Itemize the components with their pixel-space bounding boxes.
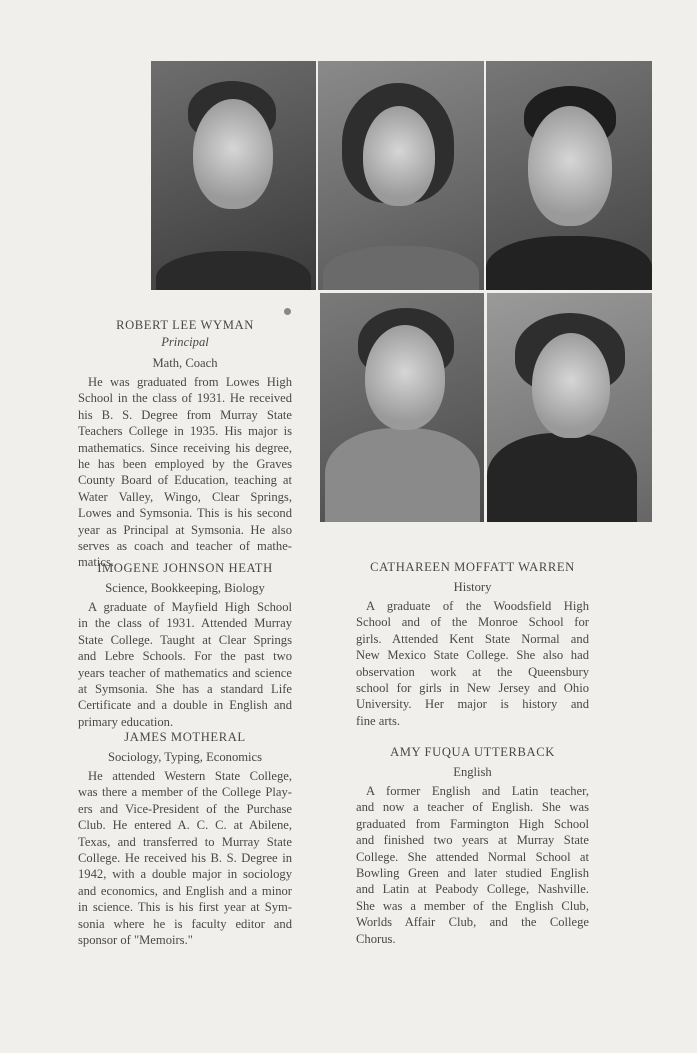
bio-line: He attended Western State College, <box>88 769 292 783</box>
bio-line: and Latin at Peabody College, Nashville. <box>356 882 589 897</box>
portrait-body <box>325 428 480 522</box>
bio-line: He was graduated from Lowes High <box>88 375 292 389</box>
bio-line: Lowes and Symsonia. This is his second <box>78 506 292 521</box>
portrait-face <box>363 106 435 206</box>
teacher-bio <box>356 783 589 947</box>
photo-robert-lee-wyman <box>151 61 316 290</box>
portrait-face <box>528 106 612 226</box>
teacher-subjects: Science, Bookkeeping, Biology <box>105 581 265 595</box>
bio-line: in science. This is his first year at Sym- <box>78 900 292 915</box>
teacher-subjects: Sociology, Typing, Economics <box>107 750 263 764</box>
bio-imogene-johnson-heath <box>78 561 292 730</box>
bio-line: ers and Vice-President of the Purchase <box>78 801 292 816</box>
photo-amy-fuqua-utterback <box>487 293 652 522</box>
portrait-body <box>487 433 637 522</box>
bio-line: A graduate of Mayfield High School <box>88 600 292 614</box>
portrait-body <box>156 251 311 290</box>
bio-line: Texas, and transferred to Murray State <box>78 834 292 849</box>
bio-line: and now a teacher of English. She was <box>356 800 589 815</box>
teacher-bio <box>78 599 292 730</box>
bio-line: College. She attended Normal School at <box>356 849 589 864</box>
teacher-bio <box>78 768 292 948</box>
bio-line: School in the class of 1931. He received <box>78 391 292 406</box>
teacher-name: IMOGENE JOHNSON HEATH <box>97 561 273 575</box>
teacher-subjects: History <box>453 580 492 594</box>
portrait-body <box>486 236 652 290</box>
bio-line: in the class of 1931. Attended Murray <box>78 616 292 631</box>
bio-line: University. Her major is history and <box>356 697 589 712</box>
bio-line: County Board of Education, teaching at <box>78 473 292 488</box>
bio-line: 1942, with a double major in sociology <box>78 867 292 882</box>
bio-line: Teachers College in 1935. His major is <box>78 424 292 439</box>
bio-line: at Symsonia. She has a standard Life <box>78 681 292 696</box>
bio-line: sonia where he is faculty editor and <box>78 916 292 931</box>
bio-line: Worlds Affair Club, and the College <box>356 915 589 930</box>
bio-line: Bowling Green and later studied English <box>356 865 589 880</box>
bio-line: years teacher of mathematics and science <box>78 665 292 680</box>
print-speck <box>284 308 291 315</box>
bio-line: School and of the Monroe School for <box>356 615 589 630</box>
bio-line: and Lebre Schools. For the past two <box>78 649 292 664</box>
bio-line: serves as coach and teacher of mathe- <box>78 538 292 553</box>
bio-line: girls. Attended Kent State Normal and <box>356 631 589 646</box>
bio-robert-lee-wyman <box>78 318 292 571</box>
teacher-subjects: English <box>453 765 492 779</box>
bio-line: sponsor of "Memoirs." <box>78 932 193 947</box>
teacher-name: JAMES MOTHERAL <box>124 730 246 744</box>
portrait-face <box>365 325 445 430</box>
bio-line: Club. He entered A. C. C. at Abilene, <box>78 818 292 833</box>
bio-line: he has been employed by the Graves <box>78 456 292 471</box>
bio-line: was there a member of the College Play- <box>78 785 292 800</box>
bio-james-motheral <box>78 730 292 948</box>
photo-cathareen-moffatt-warren <box>320 293 484 522</box>
bio-line: She was a member of the English Club, <box>356 898 589 913</box>
bio-line: his B. S. Degree from Murray State <box>78 407 292 422</box>
bio-line: and finished two years at Murray State <box>356 833 589 848</box>
bio-line: observation work at the Queensbury <box>356 664 589 679</box>
bio-line: graduated from Farmington High School <box>356 816 589 831</box>
bio-line: Water Valley, Wingo, Clear Springs, <box>78 489 292 504</box>
teacher-name: AMY FUQUA UTTERBACK <box>390 745 555 759</box>
teacher-name: ROBERT LEE WYMAN <box>116 318 254 332</box>
portrait-face <box>532 333 610 438</box>
bio-line: College. He received his B. S. Degree in <box>78 850 292 865</box>
portrait-face <box>193 99 273 209</box>
bio-line: and economics, and English and a minor <box>78 883 292 898</box>
bio-line: Certificate and a double in English and <box>78 698 292 713</box>
teacher-name: CATHAREEN MOFFATT WARREN <box>370 560 575 574</box>
portrait-body <box>323 246 479 290</box>
bio-line: school for girls in New Jersey and Ohio <box>356 680 589 695</box>
teacher-bio <box>78 374 292 571</box>
teacher-title: Principal <box>161 335 209 349</box>
photo-imogene-johnson-heath <box>318 61 484 290</box>
bio-line: year as Principal at Symsonia. He also <box>78 522 292 537</box>
bio-line: mathematics. Since receiving his degree, <box>78 440 292 455</box>
bio-line: primary education. <box>78 714 174 729</box>
teacher-subjects: Math, Coach <box>152 356 218 370</box>
bio-amy-fuqua-utterback <box>356 745 589 947</box>
bio-line: matics. <box>78 555 115 570</box>
photo-james-motheral <box>486 61 652 290</box>
bio-line: State College. Taught at Clear Springs <box>78 632 292 647</box>
bio-line: fine arts. <box>356 713 401 728</box>
bio-line: A former English and Latin teacher, <box>366 784 589 798</box>
bio-line: Chorus. <box>356 931 396 946</box>
bio-line: New Mexico State College. She also had <box>356 648 589 663</box>
bio-line: A graduate of the Woodsfield High <box>366 599 589 613</box>
teacher-bio <box>356 598 589 729</box>
bio-cathareen-moffatt-warren <box>356 560 589 729</box>
